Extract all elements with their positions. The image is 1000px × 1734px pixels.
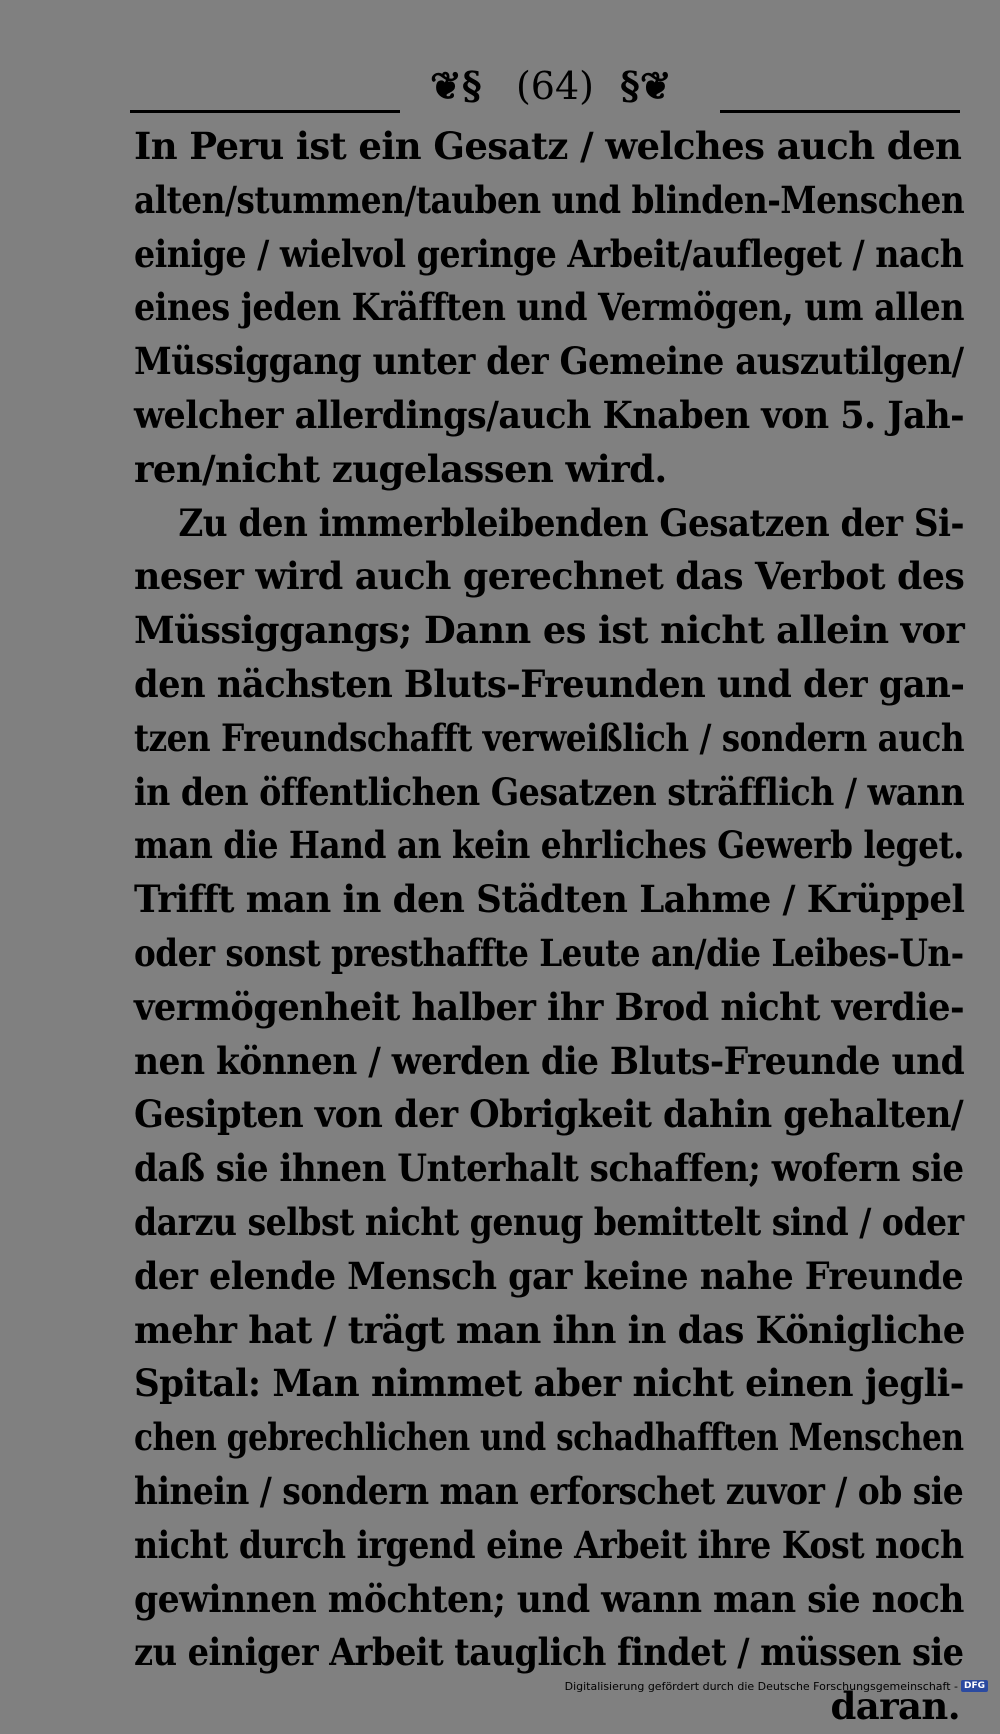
text-line: man die Hand an kein ehrliches Gewerb leget. (134, 823, 965, 868)
text-line: welcher allerdings/auch Knaben von 5. Jah- (134, 392, 965, 437)
text-line: Spital: Man nimmet aber nicht einen jegli- (134, 1361, 964, 1406)
text-line: nen können / werden die Bluts-Freunde und (134, 1038, 965, 1083)
text-line: hinein / sondern man erforschet zuvor / ob sie (134, 1468, 964, 1513)
text-line: zu einiger Arbeit tauglich findet / müssen sie (134, 1630, 964, 1675)
catchword: daran. (830, 1684, 960, 1729)
text-line: vermögenheit halber ihr Brod nicht verdie- (134, 984, 965, 1029)
text-line: alten/stummen/tauben und blinden-Menschen (134, 177, 965, 222)
text-line: mehr hat / trägt man ihn in das Königliche (134, 1307, 965, 1352)
page-header (130, 58, 960, 118)
text-line: Gesipten von der Obrigkeit dahin gehalten/ (134, 1092, 964, 1137)
text-line: Müssiggang unter der Gemeine auszutilgen/ (134, 339, 964, 384)
text-line: Trifft man in den Städten Lahme / Krüppel (134, 877, 965, 922)
header-ornament-left-icon: ❦§ (430, 63, 482, 108)
text-line: nicht durch irgend eine Arbeit ihre Kost noch (134, 1522, 964, 1567)
text-line: chen gebrechlichen und schadhafften Menschen (134, 1415, 964, 1460)
text-line: darzu selbst nicht genug bemittelt sind / oder (134, 1199, 964, 1244)
text-line: der elende Mensch gar keine nahe Freunde (134, 1253, 964, 1298)
text-line: In Peru ist ein Gesatz / welches auch den (134, 124, 962, 168)
dfg-logo: DFG (961, 1680, 988, 1692)
text-line: gewinnen möchten; und wann man sie noch (134, 1576, 964, 1621)
text-line: oder sonst presthaffte Leute an/die Leibes-Un- (134, 930, 964, 975)
page-number: (64) (515, 64, 594, 108)
header-ornament-right-icon: §❦ (620, 63, 672, 108)
text-line: den nächsten Bluts-Freunden und der gan- (134, 661, 965, 706)
text-line: einige / wielvol geringe Arbeit/aufleget / nach (134, 231, 964, 276)
text-line: eines jeden Kräfften und Vermögen, um allen (134, 285, 965, 330)
text-line: in den öffentlichen Gesatzen sträfflich / wann (134, 769, 965, 814)
text-line: ren/nicht zugelassen wird. (134, 446, 667, 491)
text-line: Müssiggangs; Dann es ist nicht allein vor (134, 608, 965, 653)
text-line-paragraph-start: Zu den immerbleibenden Gesatzen der Si- (178, 500, 965, 545)
header-rule-left (130, 110, 400, 113)
text-line: neser wird auch gerechnet das Verbot des (134, 554, 965, 599)
digitization-footer (565, 1677, 988, 1695)
body-text (134, 120, 964, 1734)
text-line: daß sie ihnen Unterhalt schaffen; wofern sie (134, 1146, 964, 1191)
footer-credit: Digitalisierung gefördert durch die Deutsche Forschungsgemeinschaft - (564, 1679, 958, 1693)
text-line: tzen Freundschafft verweißlich / sondern auch (134, 715, 965, 760)
header-rule-right (720, 110, 960, 113)
